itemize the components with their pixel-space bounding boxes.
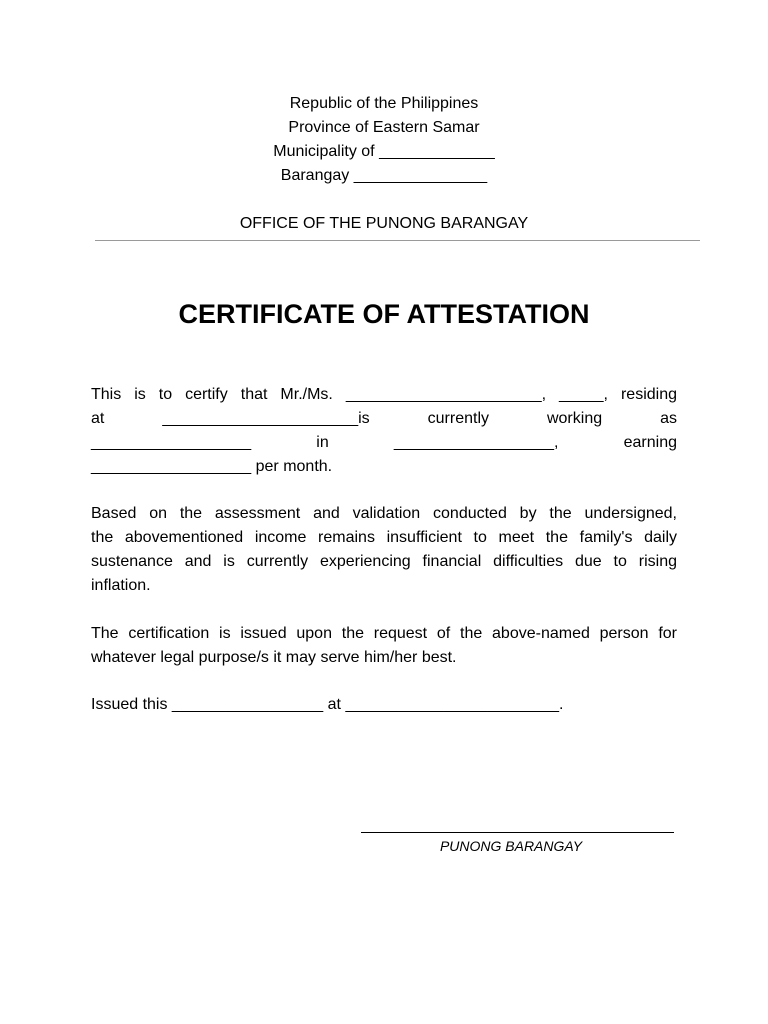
office-heading: OFFICE OF THE PUNONG BARANGAY — [239, 215, 529, 232]
signature-line — [361, 832, 674, 833]
header-republic: Republic of the Philippines — [289, 95, 479, 112]
issued-line: Issued this _________________ at ________________________. — [91, 696, 564, 713]
paragraph-assessment-line: sustenance and is currently experiencing financial difficulties due to rising — [91, 553, 677, 570]
paragraph-assessment-line: the abovementioned income remains insufficient to meet the family's daily — [91, 529, 677, 546]
paragraph-certify-line: at ______________________is currently working as — [91, 410, 677, 427]
paragraph-certify — [91, 383, 677, 479]
header-municipality: Municipality of _____________ — [273, 143, 495, 160]
paragraph-purpose-line: The certification is issued upon the request of the above-named person for — [91, 625, 677, 642]
paragraph-assessment — [91, 502, 677, 598]
paragraph-issued — [91, 693, 677, 717]
header-province: Province of Eastern Samar — [288, 119, 480, 136]
document-title: CERTIFICATE OF ATTESTATION — [178, 299, 590, 329]
header-barangay: Barangay _______________ — [280, 167, 488, 184]
paragraph-assessment-line: inflation. — [91, 577, 151, 594]
header-divider — [95, 240, 700, 241]
paragraph-purpose-line: whatever legal purpose/s it may serve him/her best. — [91, 649, 457, 666]
paragraph-assessment-line: Based on the assessment and validation conducted by the undersigned, — [91, 505, 677, 522]
paragraph-certify-line: __________________ per month. — [91, 458, 333, 475]
paragraph-certify-line: This is to certify that Mr./Ms. ______________________, _____, residing — [91, 386, 677, 403]
signature-label: PUNONG BARANGAY — [439, 838, 583, 854]
paragraph-certify-line: __________________ in __________________, earning — [91, 434, 677, 451]
paragraph-purpose — [91, 622, 677, 670]
